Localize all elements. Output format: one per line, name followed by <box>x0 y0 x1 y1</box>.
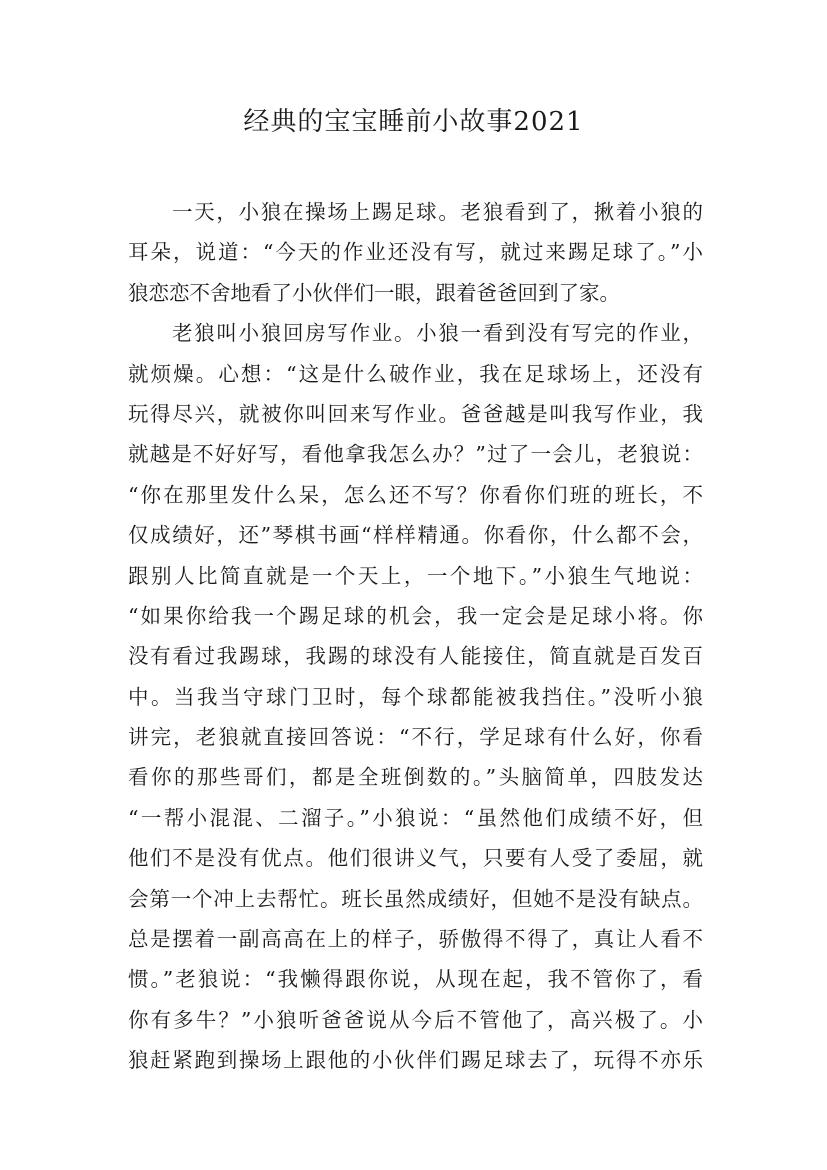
document-title: 经典的宝宝睡前小故事2021 <box>243 107 584 137</box>
text-line: 狼恋恋不舍地看了小伙伴们一眼，跟着爸爸回到了家。 <box>128 280 620 305</box>
text-line: 玩得尽兴，就被你叫回来写作业。爸爸越是叫我写作业，我 <box>128 401 703 426</box>
story-body <box>128 192 703 1081</box>
text-line: 你有多牛？”小狼听爸爸说从今后不管他了，高兴极了。小 <box>128 1007 703 1032</box>
text-line: 就烦燥。心想：“这是什么破作业，我在足球场上，还没有 <box>128 361 703 386</box>
text-line: 一天，小狼在操场上踢足球。老狼看到了，揪着小狼的 <box>172 200 703 224</box>
text-line: “如果你给我一个踢足球的机会，我一定会是足球小将。你 <box>128 603 703 628</box>
text-line: 中。当我当守球门卫时，每个球都能被我挡住。”没听小狼 <box>128 684 703 709</box>
text-line: 就越是不好好写，看他拿我怎么办？”过了一会儿，老狼说： <box>128 442 703 467</box>
text-line: 狼赶紧跑到操场上跟他的小伙伴们踢足球去了，玩得不亦乐 <box>128 1048 703 1073</box>
text-line: “一帮小混混、二溜子。”小狼说：“虽然他们成绩不好，但 <box>128 805 703 830</box>
text-line: 会第一个冲上去帮忙。班长虽然成绩好，但她不是没有缺点。 <box>128 886 703 911</box>
text-line: 总是摆着一副高高在上的样子，骄傲得不得了，真让人看不 <box>128 927 703 952</box>
text-line: 仅成绩好，还”琴棋书画“样样精通。你看你，什么都不会， <box>128 523 703 548</box>
text-line: 看你的那些哥们，都是全班倒数的。”头脑简单，四肢发达 <box>128 765 703 790</box>
text-line: 没有看过我踢球，我踢的球没有人能接住，简直就是百发百 <box>128 644 703 669</box>
text-line: 惯。”老狼说：“我懒得跟你说，从现在起，我不管你了，看 <box>128 967 703 992</box>
text-line: 跟别人比简直就是一个天上，一个地下。”小狼生气地说： <box>128 563 703 588</box>
text-line: 耳朵，说道：“今天的作业还没有写，就过来踢足球了。”小 <box>128 240 703 265</box>
text-line: “你在那里发什么呆，怎么还不写？你看你们班的班长，不 <box>128 482 703 507</box>
text-line: 讲完，老狼就直接回答说：“不行，学足球有什么好，你看 <box>128 725 703 750</box>
text-line: 老狼叫小狼回房写作业。小狼一看到没有写完的作业， <box>172 321 703 346</box>
text-line: 他们不是没有优点。他们很讲义气，只要有人受了委屈，就 <box>128 846 703 871</box>
